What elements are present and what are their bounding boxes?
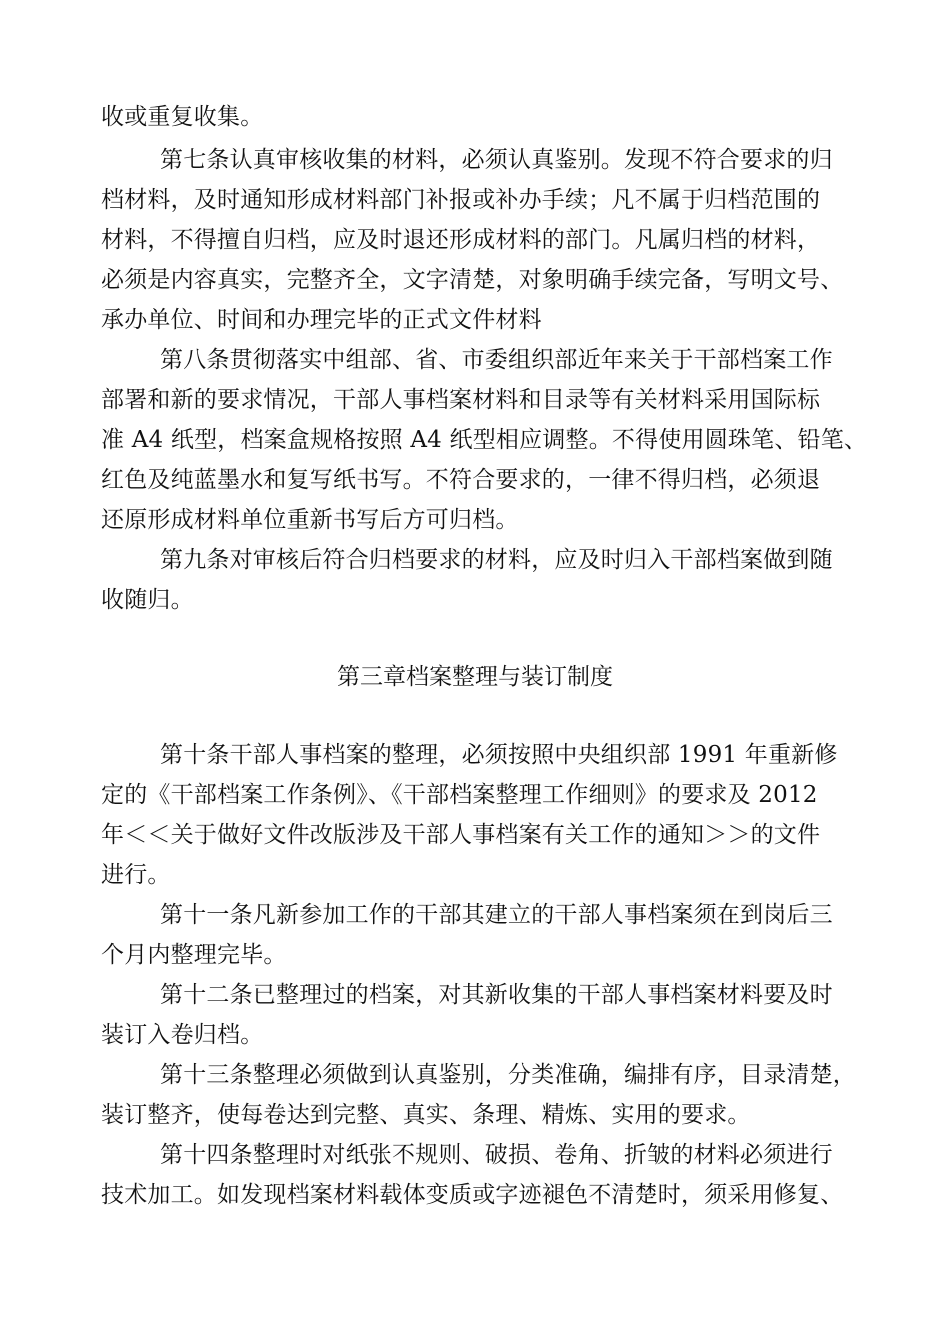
chapter-heading: 第三章档案整理与装订制度 <box>337 664 613 690</box>
text-line: 部署和新的要求情况，干部人事档案材料和目录等有关材料采用国际标 <box>101 387 821 413</box>
article-11-line: 第十一条凡新参加工作的干部其建立的干部人事档案须在到岗后三 <box>160 902 833 928</box>
text-line: 装订入卷归档。 <box>101 1022 264 1048</box>
text-line: 必须是内容真实，完整齐全，文字清楚，对象明确手续完备，写明文号、 <box>101 267 844 293</box>
text-line: 档材料，及时通知形成材料部门补报或补办手续；凡不属于归档范围的 <box>101 187 821 213</box>
text-line: 收随归。 <box>101 587 194 613</box>
text-line: 定的《干部档案工作条例》、《干部档案整理工作细则》的要求及 2012 <box>101 782 818 808</box>
text-line: 个月内整理完毕。 <box>101 942 287 968</box>
text-line: 装订整齐，使每卷达到完整、真实、条理、精炼、实用的要求。 <box>101 1102 751 1128</box>
article-8-line: 第八条贯彻落实中组部、省、市委组织部近年来关于干部档案工作 <box>160 347 833 373</box>
text-line: 承办单位、时间和办理完毕的正式文件材料 <box>101 307 542 333</box>
text-line: 收或重复收集。 <box>101 104 264 130</box>
article-10-line: 第十条干部人事档案的整理，必须按照中央组织部 1991 年重新修 <box>160 742 838 768</box>
text-line: 年＜＜关于做好文件改版涉及干部人事档案有关工作的通知＞＞的文件 <box>101 822 821 848</box>
article-12-line: 第十二条已整理过的档案，对其新收集的干部人事档案材料要及时 <box>160 982 833 1008</box>
text-line: 还原形成材料单位重新书写后方可归档。 <box>101 507 519 533</box>
article-9-line: 第九条对审核后符合归档要求的材料，应及时归入干部档案做到随 <box>160 547 833 573</box>
article-7-line: 第七条认真审核收集的材料，必须认真鉴别。发现不符合要求的归 <box>160 147 833 173</box>
text-line: 红色及纯蓝墨水和复写纸书写。不符合要求的，一律不得归档，必须退 <box>101 467 821 493</box>
text-line: 材料，不得擅自归档，应及时退还形成材料的部门。凡属归档的材料， <box>101 227 821 253</box>
text-line: 技术加工。如发现档案材料载体变质或字迹褪色不清楚时，须采用修复、 <box>101 1182 844 1208</box>
article-14-line: 第十四条整理时对纸张不规则、破损、卷角、折皱的材料必须进行 <box>160 1142 833 1168</box>
text-line: 进行。 <box>101 862 171 888</box>
text-line: 准 A4 纸型，档案盒规格按照 A4 纸型相应调整。不得使用圆珠笔、铅笔、 <box>101 427 868 453</box>
article-13-line: 第十三条整理必须做到认真鉴别，分类准确，编排有序，目录清楚， <box>160 1062 856 1088</box>
